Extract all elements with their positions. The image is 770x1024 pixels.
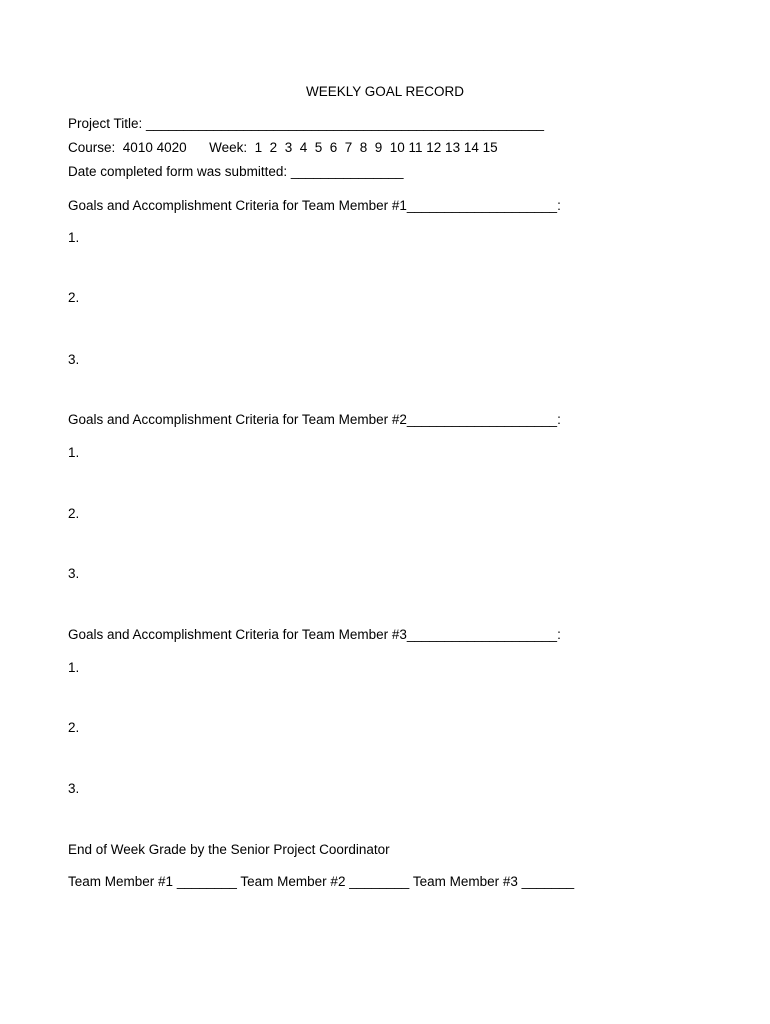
date-submitted-field[interactable]: _______________ [290, 164, 404, 179]
team-member-1-goal-3[interactable]: 3. [68, 352, 80, 367]
team-member-3-colon: : [557, 627, 561, 642]
grade-member-3-field[interactable]: _______ [521, 874, 575, 889]
team-member-3-goal-3[interactable]: 3. [68, 781, 80, 796]
team-member-2-goal-2[interactable]: 2. [68, 506, 80, 521]
team-member-2-heading-label: Goals and Accomplishment Criteria for Team Member #2 [68, 412, 407, 427]
grade-member-3-label: Team Member #3 [412, 874, 518, 889]
team-member-1-heading [68, 198, 561, 214]
project-title-row [68, 116, 544, 132]
team-member-3-heading-label: Goals and Accomplishment Criteria for Team Member #3 [68, 627, 407, 642]
team-member-1-name-field[interactable]: ____________________ [406, 198, 558, 213]
grade-member-1-label: Team Member #1 [68, 874, 174, 889]
grade-heading: End of Week Grade by the Senior Project Coordinator [68, 842, 390, 857]
project-title-field[interactable]: _____________________________________________________ [146, 116, 544, 131]
team-member-3-name-field[interactable]: ____________________ [406, 627, 558, 642]
team-member-1-heading-label: Goals and Accomplishment Criteria for Team Member #1 [68, 198, 407, 213]
grade-row [68, 874, 574, 890]
team-member-2-heading [68, 412, 561, 428]
team-member-1-colon: : [557, 198, 561, 213]
grade-member-1-field[interactable]: ________ [176, 874, 237, 889]
team-member-2-goal-1[interactable]: 1. [68, 445, 80, 460]
project-title-label: Project Title: [68, 116, 143, 131]
date-submitted-row [68, 164, 403, 180]
team-member-2-goal-3[interactable]: 3. [68, 566, 80, 581]
week-label: Week: [209, 140, 248, 155]
team-member-3-heading [68, 627, 561, 643]
team-member-1-goal-1[interactable]: 1. [68, 230, 80, 245]
team-member-3-goal-2[interactable]: 2. [68, 720, 80, 735]
team-member-2-colon: : [557, 412, 561, 427]
team-member-1-goal-2[interactable]: 2. [68, 290, 80, 305]
page-title: WEEKLY GOAL RECORD [305, 84, 465, 99]
grade-member-2-label: Team Member #2 [240, 874, 346, 889]
team-member-3-goal-1[interactable]: 1. [68, 660, 80, 675]
course-row [68, 140, 498, 156]
course-options[interactable]: 4010 4020 [122, 140, 187, 155]
team-member-2-name-field[interactable]: ____________________ [406, 412, 558, 427]
course-label: Course: [68, 140, 116, 155]
date-submitted-label: Date completed form was submitted: [68, 164, 288, 179]
grade-member-2-field[interactable]: ________ [349, 874, 410, 889]
week-options[interactable]: 1 2 3 4 5 6 7 8 9 10 11 12 13 14 15 [254, 140, 498, 155]
